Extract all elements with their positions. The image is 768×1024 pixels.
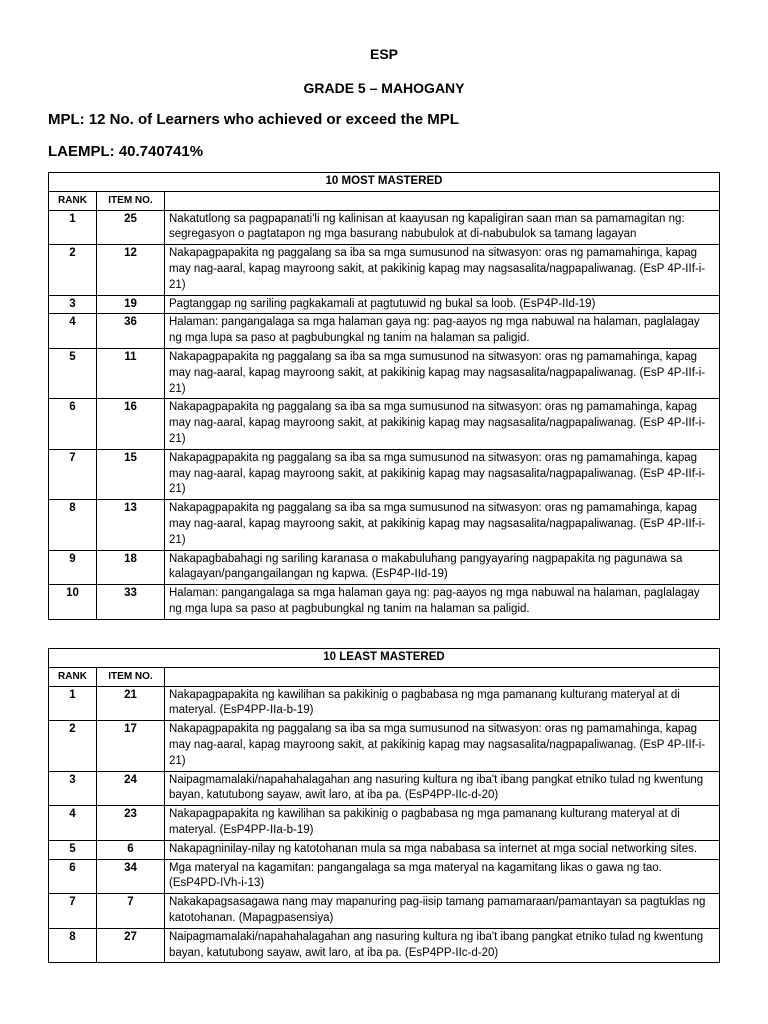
item-no-cell: 25 <box>97 210 165 245</box>
least-mastered-table <box>48 648 720 963</box>
competency-cell: Nakapagbabahagi ng sariling karanasa o makabuluhang pangyayaring nagpapakita ng pagunawa sa kalagayan/pangangailangan ng kapwa. (EsP4P-IId-19) <box>165 550 720 585</box>
rank-cell: 6 <box>49 399 97 449</box>
rank-cell: 10 <box>49 585 97 620</box>
table-row <box>49 245 720 295</box>
competency-cell: Nakapagpapakita ng kawilihan sa pakikinig o pagbabasa ng mga pamanang kulturang materyal at di materyal. (EsP4PP-IIa-b-19) <box>165 686 720 721</box>
competency-cell: Halaman: pangangalaga sa mga halaman gaya ng: pag-aayos ng mga nabuwal na halaman, paglalagay ng mga lupa sa paso at pagbubungkal ng tanim na halaman sa paligid. <box>165 585 720 620</box>
competency-cell: Nakapagpapakita ng paggalang sa iba sa mga sumusunod na sitwasyon: oras ng pamamahinga, kapag may nag-aaral, kapag mayroong sakit, at pakikinig kapag may nagsasalita/nagpapaliwanag. (EsP 4P-IIf-i-21) <box>165 721 720 771</box>
rank-header: RANK <box>49 191 97 210</box>
item-no-cell: 12 <box>97 245 165 295</box>
item-no-cell: 13 <box>97 500 165 550</box>
rank-cell: 3 <box>49 771 97 806</box>
subject-title: ESP <box>369 46 398 62</box>
item-no-cell: 17 <box>97 721 165 771</box>
mpl-line: MPL: 12 No. of Learners who achieved or exceed the MPL <box>48 111 459 128</box>
rank-cell: 5 <box>49 840 97 859</box>
rank-cell: 7 <box>49 449 97 499</box>
rank-cell: 1 <box>49 686 97 721</box>
laempl-line: LAEMPL: 40.740741% <box>48 143 204 160</box>
rank-cell: 2 <box>49 721 97 771</box>
item-no-cell: 24 <box>97 771 165 806</box>
rank-cell: 8 <box>49 928 97 963</box>
item-no-cell: 19 <box>97 295 165 314</box>
competency-cell: Naipagmamalaki/napahahalagahan ang nasuring kultura ng iba't ibang pangkat etniko tulad ng kwentung bayan, katutubong sayaw, awit laro, at iba pa. (EsP4PP-IIc-d-20) <box>165 928 720 963</box>
competency-header <box>165 667 720 686</box>
competency-header <box>165 191 720 210</box>
competency-cell: Mga materyal na kagamitan: pangangalaga sa mga materyal na kagamitang likas o gawa ng tao. (EsP4PD-IVh-i-13) <box>165 859 720 894</box>
rank-cell: 9 <box>49 550 97 585</box>
competency-cell: Nakapagpapakita ng paggalang sa iba sa mga sumusunod na sitwasyon: oras ng pamamahinga, kapag may nag-aaral, kapag mayroong sakit, at pakikinig kapag may nagsasalita/nagpapaliwanag. (EsP 4P-IIf-i-21) <box>165 245 720 295</box>
table-row <box>49 500 720 550</box>
item-no-cell: 18 <box>97 550 165 585</box>
item-no-cell: 15 <box>97 449 165 499</box>
rank-cell: 6 <box>49 859 97 894</box>
table-row <box>49 840 720 859</box>
table-row <box>49 894 720 929</box>
competency-cell: Naipagmamalaki/napahahalagahan ang nasuring kultura ng iba't ibang pangkat etniko tulad ng kwentung bayan, katutubong sayaw, awit laro, at iba pa. (EsP4PP-IIc-d-20) <box>165 771 720 806</box>
item-no-cell: 16 <box>97 399 165 449</box>
least-mastered-caption: 10 LEAST MASTERED <box>49 649 720 668</box>
table-row <box>49 859 720 894</box>
competency-cell: Halaman: pangangalaga sa mga halaman gaya ng: pag-aayos ng mga nabuwal na halaman, paglalagay ng mga lupa sa paso at pagbubungkal ng tanim na halaman sa paligid. <box>165 314 720 349</box>
rank-cell: 1 <box>49 210 97 245</box>
competency-cell: Nakakapagsasagawa nang may mapanuring pag-iisip tamang pamamaraan/pamantayan sa pagtuklas ng katotohanan. (Mapagpasensiya) <box>165 894 720 929</box>
competency-cell: Nakapagpapakita ng paggalang sa iba sa mga sumusunod na sitwasyon: oras ng pamamahinga, kapag may nag-aaral, kapag mayroong sakit, at pakikinig kapag may nagsasalita/nagpapaliwanag. (EsP 4P-IIf-i-21) <box>165 500 720 550</box>
item-no-cell: 21 <box>97 686 165 721</box>
item-no-header: ITEM NO. <box>97 191 165 210</box>
item-no-cell: 33 <box>97 585 165 620</box>
most-mastered-caption: 10 MOST MASTERED <box>49 173 720 192</box>
competency-cell: Nakapagpapakita ng paggalang sa iba sa mga sumusunod na sitwasyon: oras ng pamamahinga, kapag may nag-aaral, kapag mayroong sakit, at pakikinig kapag may nagsasalita/nagpapaliwanag. (EsP 4P-IIf-i-21) <box>165 399 720 449</box>
most-mastered-table <box>48 172 720 620</box>
competency-cell: Nakapagninilay-nilay ng katotohanan mula sa mga nababasa sa internet at mga social networking sites. <box>165 840 720 859</box>
competency-cell: Nakapagpapakita ng paggalang sa iba sa mga sumusunod na sitwasyon: oras ng pamamahinga, kapag may nag-aaral, kapag mayroong sakit, at pakikinig kapag may nagsasalita/nagpapaliwanag. (EsP 4P-IIf-i-21) <box>165 348 720 398</box>
table-row <box>49 314 720 349</box>
table-row <box>49 585 720 620</box>
table-row <box>49 806 720 841</box>
item-no-header: ITEM NO. <box>97 667 165 686</box>
item-no-cell: 11 <box>97 348 165 398</box>
table-row <box>49 686 720 721</box>
item-no-cell: 34 <box>97 859 165 894</box>
table-row <box>49 210 720 245</box>
grade-title: GRADE 5 – MAHOGANY <box>303 80 465 96</box>
table-row <box>49 771 720 806</box>
table-row <box>49 550 720 585</box>
table-row <box>49 348 720 398</box>
competency-cell: Nakapagpapakita ng kawilihan sa pakikinig o pagbabasa ng mga pamanang kulturang materyal at di materyal. (EsP4PP-IIa-b-19) <box>165 806 720 841</box>
competency-cell: Nakatutlong sa pagpapanati'li ng kalinisan at kaayusan ng kapaligiran saan man sa pamamagitan ng: segregasyon o pagtatapon ng mga basurang nabubulok at di-nabubulok sa tamang lagayan <box>165 210 720 245</box>
rank-cell: 4 <box>49 806 97 841</box>
rank-header: RANK <box>49 667 97 686</box>
table-row <box>49 721 720 771</box>
table-row <box>49 928 720 963</box>
item-no-cell: 36 <box>97 314 165 349</box>
rank-cell: 5 <box>49 348 97 398</box>
rank-cell: 4 <box>49 314 97 349</box>
rank-cell: 2 <box>49 245 97 295</box>
item-no-cell: 27 <box>97 928 165 963</box>
item-no-cell: 23 <box>97 806 165 841</box>
rank-cell: 3 <box>49 295 97 314</box>
table-row <box>49 449 720 499</box>
competency-cell: Pagtanggap ng sariling pagkakamali at pagtutuwid ng bukal sa loob. (EsP4P-IId-19) <box>165 295 720 314</box>
rank-cell: 8 <box>49 500 97 550</box>
item-no-cell: 7 <box>97 894 165 929</box>
table-row <box>49 295 720 314</box>
competency-cell: Nakapagpapakita ng paggalang sa iba sa mga sumusunod na sitwasyon: oras ng pamamahinga, kapag may nag-aaral, kapag mayroong sakit, at pakikinig kapag may nagsasalita/nagpapaliwanag. (EsP 4P-IIf-i-21) <box>165 449 720 499</box>
rank-cell: 7 <box>49 894 97 929</box>
item-no-cell: 6 <box>97 840 165 859</box>
table-row <box>49 399 720 449</box>
